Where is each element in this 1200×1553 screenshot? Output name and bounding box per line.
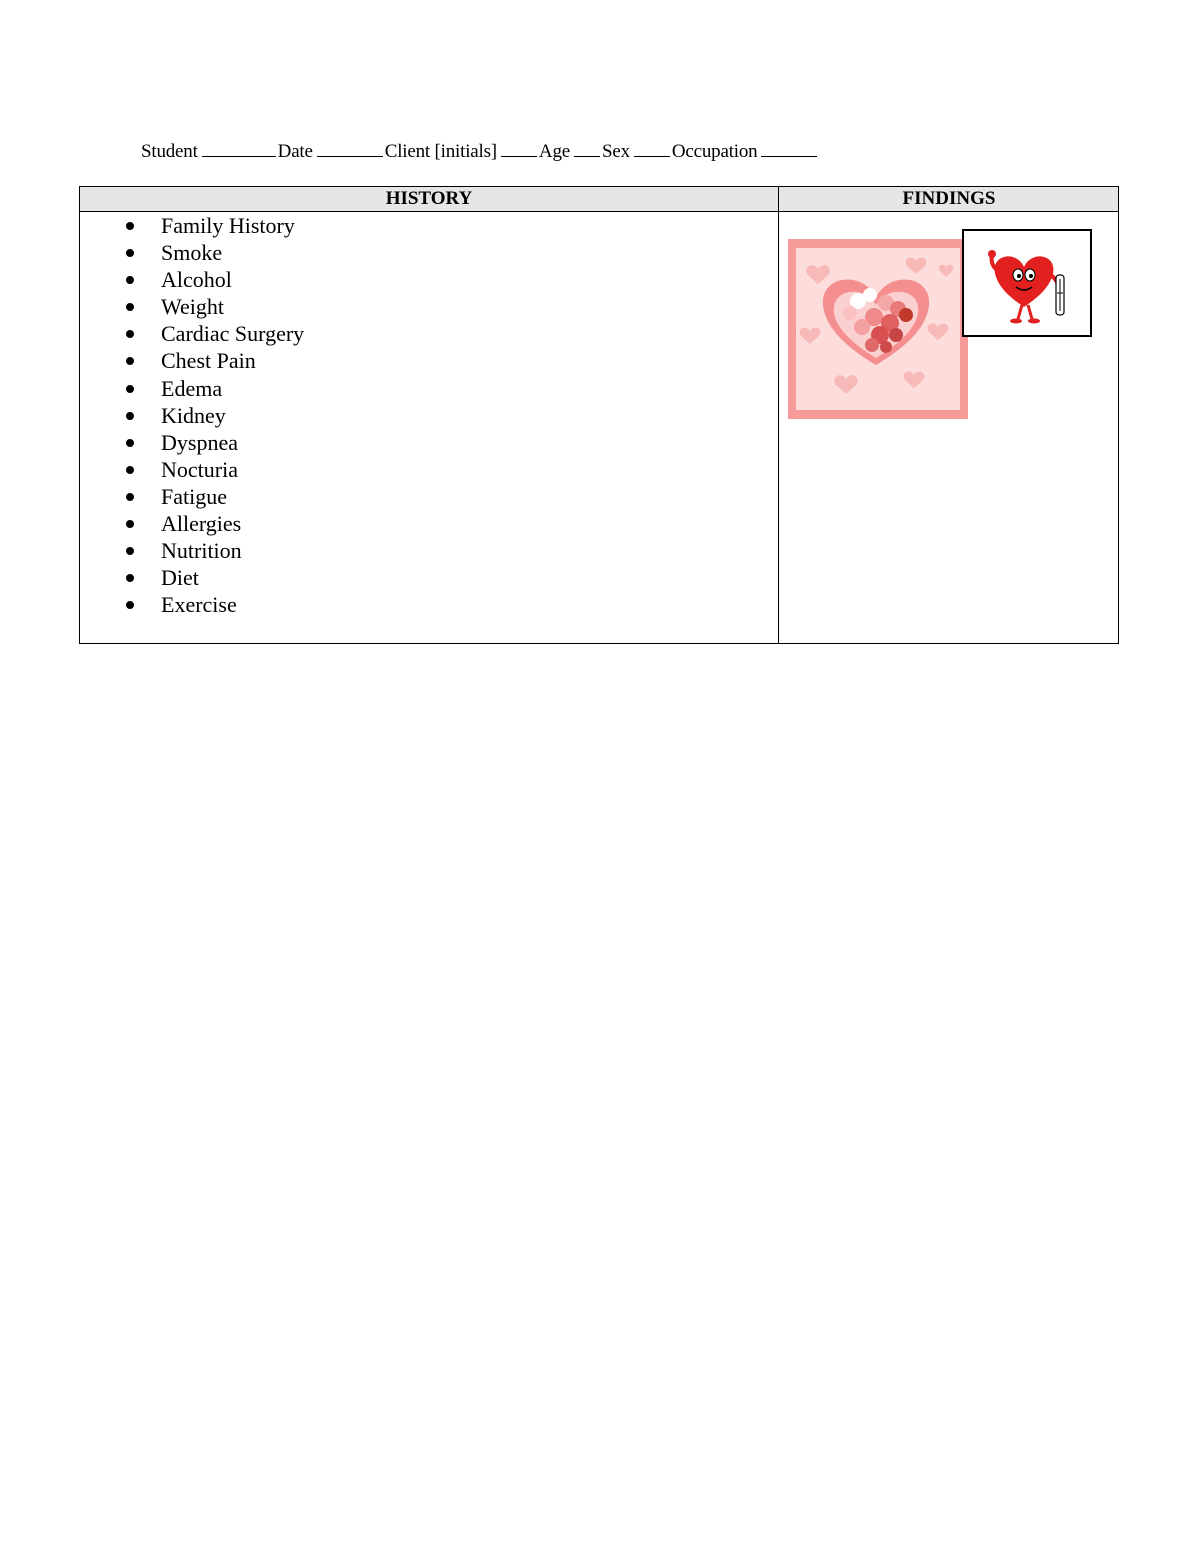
- history-item-label: Edema: [161, 375, 223, 401]
- bullet-icon: [126, 493, 134, 501]
- field-blank-1[interactable]: [317, 140, 383, 157]
- history-item-label: Fatigue: [161, 483, 227, 509]
- history-item: [80, 456, 304, 483]
- bullet-icon: [126, 276, 134, 284]
- history-item-label: Nocturia: [161, 456, 238, 482]
- history-item-label: Nutrition: [161, 538, 242, 564]
- field-blank-3[interactable]: [574, 140, 600, 157]
- history-item-label: Cardiac Surgery: [161, 321, 305, 347]
- header-fields: [141, 140, 819, 163]
- bullet-icon: [126, 222, 134, 230]
- history-item: [80, 266, 304, 293]
- bullet-icon: [126, 547, 134, 555]
- history-item-label: Allergies: [161, 511, 242, 537]
- column-divider: [778, 187, 779, 643]
- history-item: [80, 564, 304, 591]
- history-item: [80, 320, 304, 347]
- heart-character-icon: [962, 229, 1092, 337]
- history-item: [80, 429, 304, 456]
- history-item: [80, 591, 304, 618]
- history-item: [80, 375, 304, 402]
- field-label-3: Age: [538, 141, 570, 162]
- history-item-label: Weight: [161, 294, 224, 320]
- history-list: [80, 212, 304, 618]
- bullet-icon: [126, 439, 134, 447]
- bullet-icon: [126, 330, 134, 338]
- table-header-row: [80, 187, 1118, 212]
- bullet-icon: [126, 385, 134, 393]
- assessment-table: [79, 186, 1119, 644]
- history-item-label: Kidney: [161, 402, 226, 428]
- history-item-label: Diet: [161, 565, 199, 591]
- field-label-1: Date: [277, 141, 313, 162]
- findings-header: FINDINGS: [902, 188, 996, 209]
- bullet-icon: [126, 249, 134, 257]
- field-label-4: Sex: [601, 141, 630, 162]
- field-label-0: Student: [141, 141, 198, 162]
- history-item-label: Family History: [161, 213, 295, 238]
- field-label-2: Client [initials]: [384, 141, 497, 162]
- field-blank-5[interactable]: [761, 140, 817, 157]
- bullet-icon: [126, 303, 134, 311]
- history-item: [80, 239, 304, 266]
- bullet-icon: [126, 412, 134, 420]
- bullet-icon: [126, 466, 134, 474]
- history-item: [80, 402, 304, 429]
- bullet-icon: [126, 520, 134, 528]
- heart-pattern-icon: [788, 239, 968, 419]
- history-item: [80, 510, 304, 537]
- bullet-icon: [126, 601, 134, 609]
- history-item-label: Dyspnea: [161, 429, 238, 455]
- history-item: [80, 212, 304, 239]
- bullet-icon: [126, 574, 134, 582]
- field-blank-4[interactable]: [634, 140, 670, 157]
- field-label-5: Occupation: [671, 141, 758, 162]
- history-item: [80, 293, 304, 320]
- history-item: [80, 537, 304, 564]
- field-blank-2[interactable]: [501, 140, 537, 157]
- field-blank-0[interactable]: [202, 140, 276, 157]
- history-item: [80, 347, 304, 374]
- history-item-label: Exercise: [161, 592, 237, 618]
- history-item-label: Chest Pain: [161, 348, 256, 374]
- history-item: [80, 483, 304, 510]
- history-item-label: Smoke: [161, 240, 223, 266]
- bullet-icon: [126, 357, 134, 365]
- history-item-label: Alcohol: [161, 267, 232, 293]
- history-header: HISTORY: [385, 188, 473, 209]
